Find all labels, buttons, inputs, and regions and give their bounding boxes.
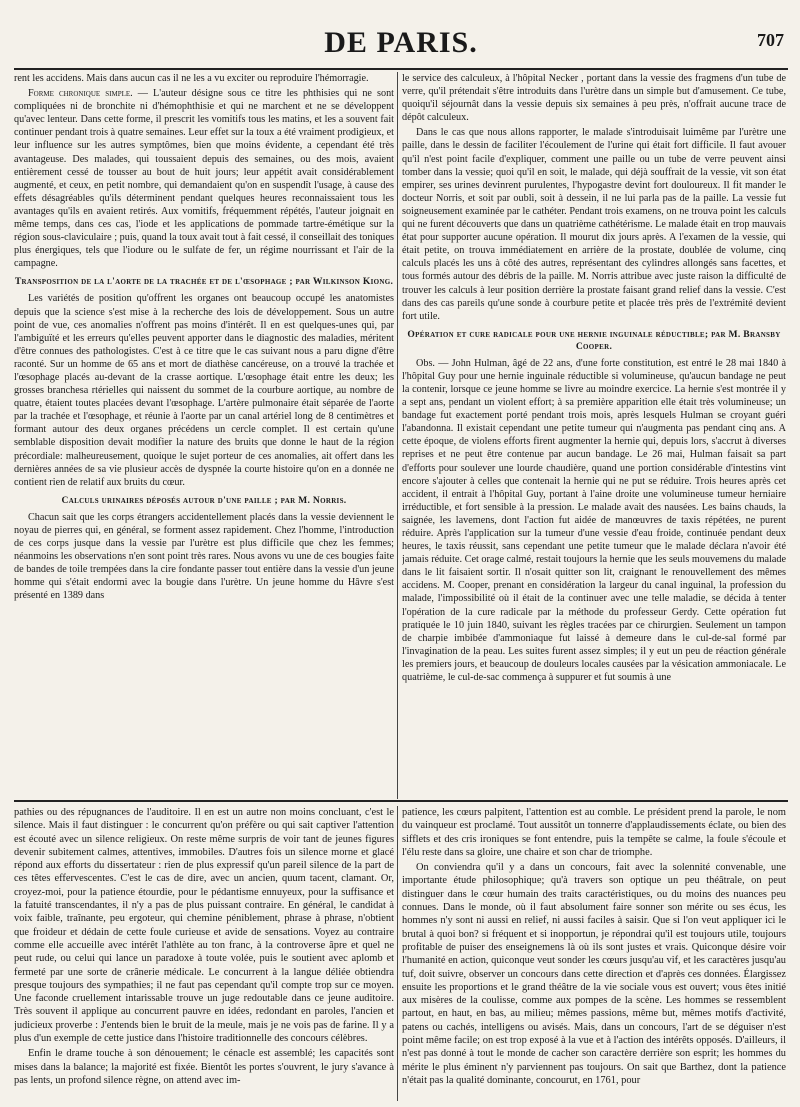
column-divider [397,806,398,1101]
paragraph: Dans le cas que nous allons rapporter, le malade s'introduisait luimême par l'urètre une paille, dans le dessin de faciliter l'écoulement de l'urine qui était fort difficile. Il faut avouer qu'il n'est point facile d'expliquer, comment une paille ou un tube de verre peuvent ainsi tomber dans la vessie; quoi qu'il en soit, le malade, qui déjà souffrait de la vessie, vit son état empirer, ses urines devinrent purulentes, l'hypogastre devint fort douloureux. Il fit mander le docteur Norris, et soit par oubli, soit à dessein, il ne lui parla pas de la paille. La vessie fut soigneusement examinée par le cathéter. Pendant trois examens, on ne trouva point les calculs qui ne furent découverts que dans un quatrième cathétérisme. Le malade était en trop mauvais état pour supporter aucune opération. Il mourut dix jours après. A l'examen de la vessie, qui était petite, on trouva immédiatement en arrière de la prostate, doublée de volume, cinq calculs placés les uns à côté des autres, représentant des cylindres allongés sans facettes, et tous formés autour des débris de la paille. M. Norris attribue avec juste raison la difficulté de trouver les calculs à leur position derrière la prostate faisant grand relief dans la vessie. C'est dans des cas pareils qu'une sonde à courbure petite et placée très près de l'extrémité devient fort utile. [402,127,786,322]
paragraph: Chacun sait que les corps étrangers accidentellement placés dans la vessie deviennent le noyau de pierres qui, en général, se forment assez rapidement. Chez l'homme, l'introduction de ces corps jusque dans la vessie par l'urètre est plus difficile que chez les femmes; néanmoins les observations n'en sont point très rares. Nous avons vu une de ces bougies faite de bandes de toile trempées dans la cire fondante passer tout entière dans la vessie d'un jeune homme qui s'était endormi avec la bougie dans l'urètre. Un jeune homme du Hâvre s'est présenté en 1389 dans [14,511,394,602]
masthead-title: DE PARIS. [324,26,478,59]
column-top-left [14,72,394,797]
column-top-right [402,72,786,797]
section-lead: Forme chronique simple. [28,88,133,100]
column-bottom-right [402,806,786,1101]
paragraph: patience, les cœurs palpitent, l'attention est au comble. Le président prend la parole, le nom du vainqueur est proclamé. Tout aussitôt un tonnerre d'applaudissements éclate, ou bien des sifflets et des cris ironiques se font entendre, puis la tempête se calme, la foule s'écoule et l'élu reste dans sa gloire, une chaire et son char de triomphe. [402,807,786,858]
article-heading: Transposition de la l'aorte de la trachée et de l'œsophage ; par Wilkinson Kiong. [14,276,394,288]
paragraph: le service des calculeux, à l'hôpital Necker , portant dans la vessie des fragmens d'un tube de verre, qu'il prétendait s'être introduits dans l'urètre dans un simple but d'amusement. Ce tube, quoiqu'il séjournât dans la vessie depuis six semaines à peu près, n'offrait aucune trace de dépôt calculeux. [402,73,786,124]
feuilleton-divider [14,800,788,802]
paragraph: Obs. — John Hulman, âgé de 22 ans, d'une forte constitution, est entré le 28 mai 1840 à l'hôpital Guy pour une hernie inguinale réductible si volumineuse, qu'aucun bandage ne peut la contenir, lorsque ce jeune homme se livre au moindre exercice. La hernie s'est montrée il y a sept ans, pendant un violent effort; à sa première apparition elle était très volumineuse; un bandage fut exactement porté pendant trois mois, après lesquels Hulman se croyant guéri l'abandonna. Il existait cependant une petite tumeur qui n'augmenta pas pendant cinq ans. A cette époque, de violens efforts firent augmenter la hernie qui, depuis lors, s'accrut à diverses reprises et ne peut être contenue par aucun bandage. Le 26 mai, Hulman faisait sa part d'efforts pour soulever une lourde chaudière, quand une portion considérable d'intestins vint encore s'ajouter à celles que contenait la hernie qui ne put se réduire. Trois heures après cet accident, il entrait à l'hôpital Guy, portant à l'aine droite une volumineuse tumeur herniaire irréductible, et fort sensible à la pression. Le malade avait des nausées. Les bains chauds, la saignée, les lavemens, dont l'action fut aidée de manœuvres de taxis répétées, ne purent réduire. Après l'application sur la tumeur d'une vessie d'eau froide, continuée pendant deux heures, le taxis réussit, sans cependant une petite tumeur que le malade déclara n'avoir été jamais réduite. Cet orage calmé, restait toujours la hernie que les seuls mouvemens du malade dans le lit faisaient sortir. Il n'osait quitter son lit, craignant le renouvellement des mêmes accidens. M. Cooper, prenant en considération la largeur du canal inguinal, la profession du malade, l'impossibilité où il était de la continuer avec une telle maladie, se décida à tenter l'opération de la cure radicale par la méthode du professeur Gerdy. Cette opération fut pratiquée le 10 juin 1840, suivant les règles tracées par ce chirurgien. Seulement un tampon de charpie imbibée d'ammoniaque fut laissé à demeure dans le cul-de-sal formé par l'invagination de la peau. Les suites furent assez simples; il y eut un peu de réaction générale les premiers jours, et beaucoup de douleurs locales causées par la vésication ammoniacale. Le quatrième, le cul-de-sac commença à suppurer et fut soumis à une [402,357,786,684]
paragraph: Les variétés de position qu'offrent les organes ont beaucoup occupé les anatomistes depuis que la science s'est mise à la recherche des lois de développement. Sous un autre point de vue, ces anomalies n'offrent pas moins d'intérêt. Il en est quelques-unes qui, par l'ambiguïté et les erreurs qu'elles peuvent apporter dans le diagnostic des maladies, méritent d'être connues des pathologistes. C'est à ce titre que le cas suivant nous a paru digne d'être raconté. Sur un homme de 65 ans et mort de diathèse cancéreuse, on a trouvé la trachée et l'œsophage placés au-devant de la crasse aortique. L'œsophage était entre les deux; les grosses branchesa rtérielles qui naissent du sommet de la courbure aortique, au nombre de quatre, étaient toutes placées devant l'œsophage. L'artère pulmonaire était séparée de l'aorte par la trachée et l'œsophage, et réunie à l'aorte par un canal artériel long de 8 centimètres et formant autour des deux organes précédens un cercle complet. Il est certain qu'une semblable disposition devait modifier la nature des bruits que donne le haut de la région précordiale: malheureusement, quoique le sujet porteur de ces anomalies, ait offert dans les dernières années de sa vie plusieur accès de dyspnée la courte histoire qu'on en a donnée ne contient rien de relatif aux bruits du cœur. [14,293,394,488]
column-divider [397,72,398,799]
article-heading: Opération et cure radicale pour une hernie inguinale réductible; par M. Bransby Cooper. [407,328,781,352]
paragraph [14,87,394,270]
column-bottom-left [14,806,394,1101]
paragraph: Enfin le drame touche à son dénouement; le cénacle est assemblé; les capacités sont mises dans la balance; la majorité est fixée. Bientôt les portes s'ouvrent, le jury s'avance à pas lents, un profond silence règne, on attend avec im- [14,1048,394,1086]
article-heading: Calculs urinaires déposés autour d'une paille ; par M. Norris. [61,494,347,506]
paragraph-text: — L'auteur désigne sous ce titre les phthisies qui ne sont compliquées ni de bronchite ni d'hémophthisie et qui ne marchent et ne se développent qu'avec lenteur. Dans cette forme, il prescrit les vomitifs tous les matins, et les a souvent fait continuer pendant trois à quatre semaines. Leur effet sur la toux a été vraiment prodigieux, et leur influence sur les autres symptômes, bien que moins évidente, a cependant été très avantageuse. Des malades, qui toussaient depuis des semaines, ou des mois, avaient entièrement cessé de tousser au bout de huit jours; leur appétit avait considérablement augmenté, et ceux, en petit nombre, qui demandaient qu'on en suspendît l'usage, à cause des effets désagréables qu'ils déterminent pendant quelques heures reconnaissaient tous les avantages qu'ils en avaient retirés. Aux vomitifs, fréquemment répétés, l'auteur joignait en même temps, dans ces cas, l'iode et les applications de pommade tartre-émétique sur la région sous-claviculaire ; puis, quand la toux avait tout à fait cessé, il conseillait des toniques plus énergiques, tels que l'iodure ou le sulfate de fer, un régime nourrissant et l'air de la campagne. [14,88,394,270]
paragraph: rent les accidens. Mais dans aucun cas il ne les a vu exciter ou reproduire l'hémorragie. [14,73,369,84]
paragraph: On conviendra qu'il y a dans un concours, fait avec la solennité convenable, une importante étude philosophique; qu'à travers son optique un peu théâtrale, on peut distinguer dans le cœur humain des traits caractéristiques, ou du moins des nuances peu connues. Dans le monde, où il faut absolument faire sonner son mérite ou ses écus, les hommes n'y sont ni aussi en relief, ni aussi faciles à saisir. Que si l'on veut appliquer ici le brutal à quoi bon? si fréquent et si inopportun, je répondrai qu'il est toujours utile, toujours profitable de puiser des enseignemens là où ils sont justes et vrais. Quiconque désire voir l'humanité en action, quiconque veut sonder les cœurs jusqu'au vif, et les caractères jusqu'au tuf, doit suivre, observer un concours dans cette direction et d'après ces données. Élargissez ensuite les proportions et le grand théâtre de la vie sociale vous est ouvert; vous êtes initié aux misères de la coulisse, comme aux pompes de la scène. Les hommes se ressemblent partout, en haut, en bas, au milieu; mêmes passions, même but, mêmes motifs d'activité, patens ou cachés, intelligens ou avisés. Mais, dans un concours, l'art de se déguiser n'est point même facile; on est trop exposé à la vue et à l'action des intérêts opposés. D'ailleurs, il n'est pas donné à tout le monde de cacher son caractère derrière son esprit; les hommes du mérite le plus éminent n'y parviennent pas toujours. On sait que Barthez, dont la patience n'était pas la qualité dominante, concourut, en 1761, pour [402,862,786,1086]
page-header [14,18,788,70]
page-number: 707 [757,30,784,50]
paragraph: pathies ou des répugnances de l'auditoire. Il en est un autre non moins concluant, c'est le silence. Mais il faut distinguer : le concurrent qu'on préfère ou qui sait captiver l'attention est écouté avec un silence religieux. On reste même surpris de voir tant de jeunes figures devenir subitement calmes, attentives, immobiles. D'autres fois un silence morne et glacé répond aux efforts du dissertateur : rien de plus expressif qu'un pareil silence de la part de ces têtes effervescentes. C'est le cas de dire, avec un ancien, quum tacent, clamant. Or, croyez-moi, pour la patience étourdie, pour le pédantisme ennuyeux, pour la suffisance et la fatuité transcendantes, il n'y a pas de plus puissant contraire. En général, le candidat à voix faible, traînante, peu ergoteur, qui chemine péniblement, phrase à phrase, n'obtient que froideur et dédain de cette foule curieuse et avide de sensations. Voyez au contraire comme elle accueille avec intérêt l'athlète au ton franc, à la controverse âpre et quel ne peut rude, ou celui qui lance un paradoxe à toute volée, puis le soutient avec aplomb et fermeté par une sorte de crânerie médicale. Le concurrent à la langue déliée obtiendra presque toujours des sympathies; il ne faut pas cependant qu'il compte trop sur ce moyen. Une faconde cruellement intarissable trouve un juge redoutable dans ce jeune auditoire. Très souvent il applique au concurrent pauvre en idées, redondant en paroles, l'ancien et judicieux proverbe : J'entends bien le bruit de la meule, mais je ne vois pas de farine. Il y a plus d'un exemple de cette justice dans l'histoire traditionnelle des concours célèbres. [14,807,394,1045]
